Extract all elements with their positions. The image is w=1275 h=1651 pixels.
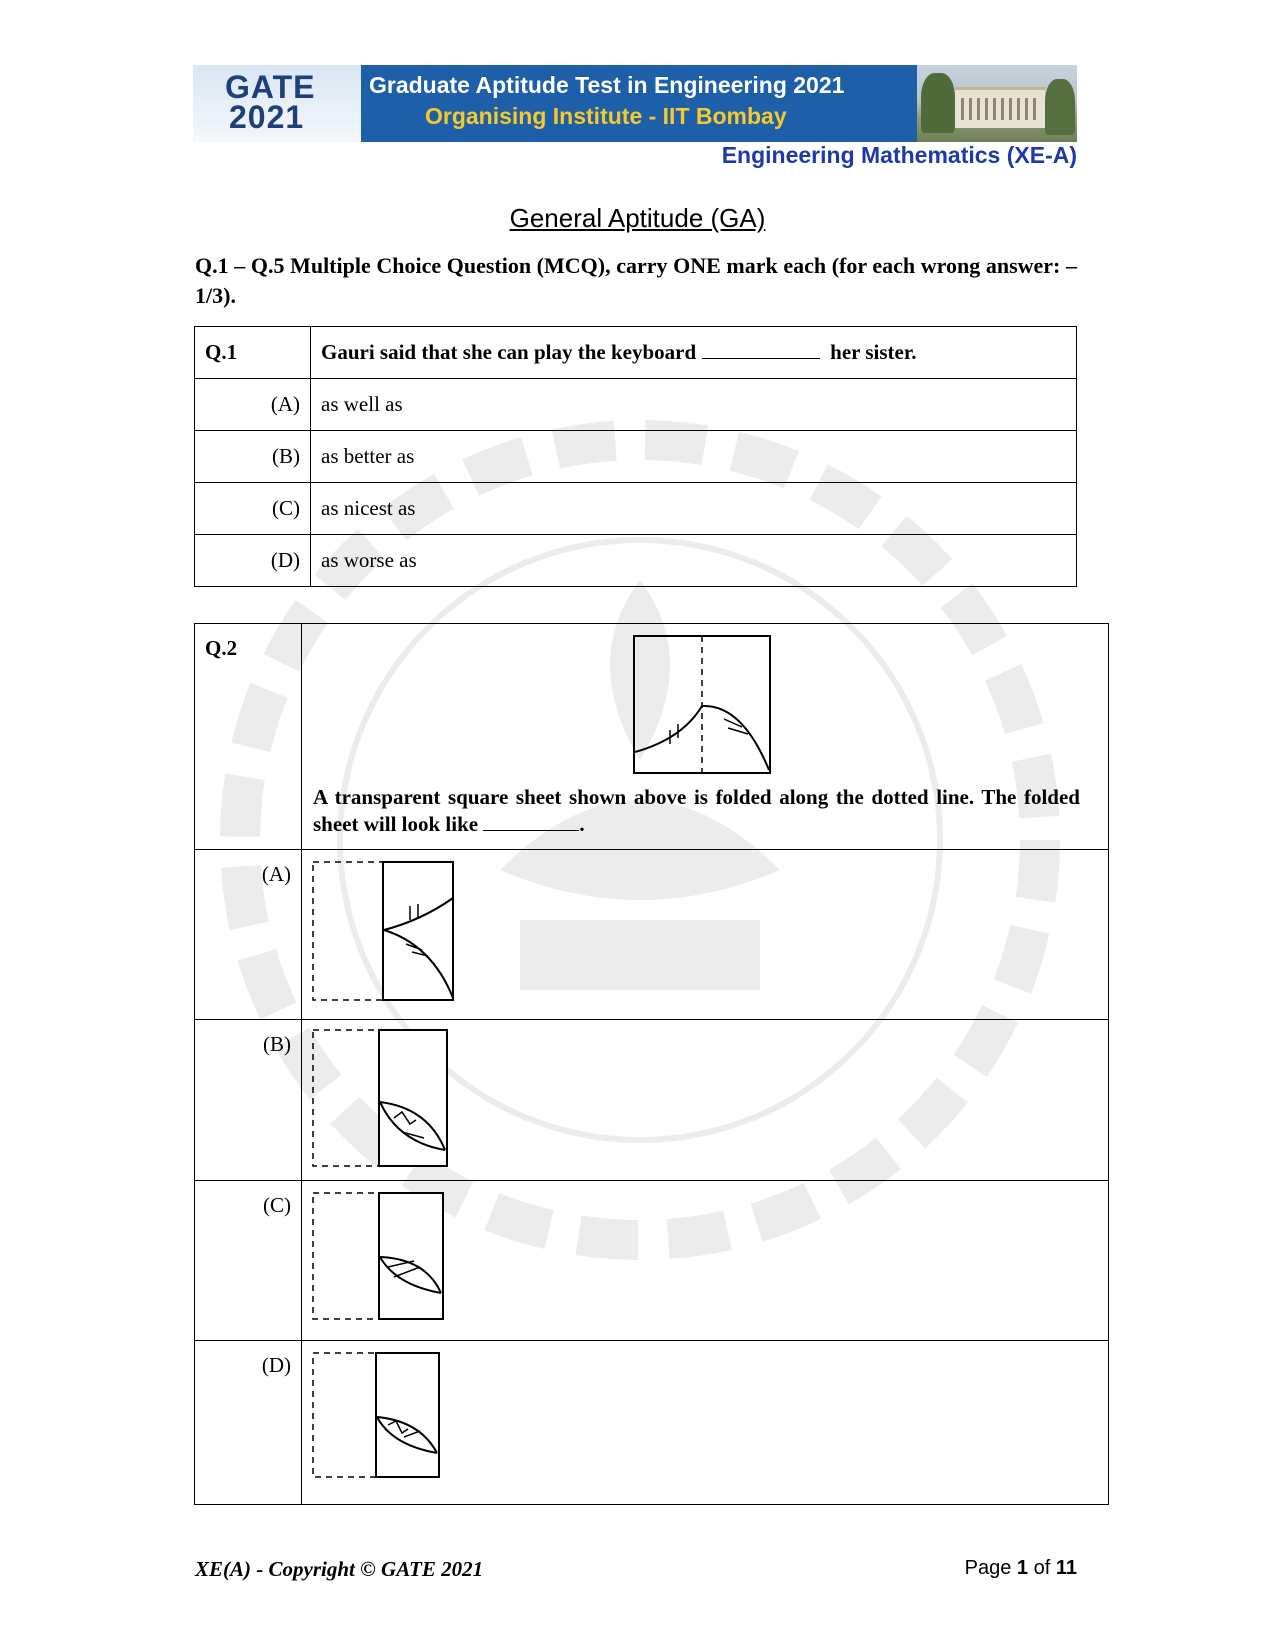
tree-shape [921, 73, 955, 133]
option-row [195, 850, 1109, 1020]
answer-blank [483, 812, 579, 831]
campus-photo [917, 65, 1077, 142]
building-shape [955, 87, 1045, 128]
option-text: as well as [311, 379, 1077, 431]
option-row [195, 1020, 1109, 1181]
banner-title: Graduate Aptitude Test in Engineering 2021 [369, 72, 845, 98]
square-sheet-figure [302, 624, 1102, 784]
option-label: (B) [195, 431, 311, 483]
question-number: Q.2 [195, 624, 302, 850]
paper-subject: Engineering Mathematics (XE-A) [721, 142, 1077, 168]
gate-logo [193, 65, 361, 142]
logo-gate-text: GATE [225, 69, 316, 105]
question-stem: Gauri said that she can play the keyboard her sister. [311, 327, 1077, 379]
question-2-table [194, 623, 1109, 1505]
option-figure-cell [302, 1020, 1109, 1181]
option-row [195, 1341, 1109, 1505]
answer-blank [702, 340, 820, 359]
option-b-figure [302, 1020, 502, 1168]
option-text: as better as [311, 431, 1077, 483]
option-label: (D) [195, 535, 311, 587]
option-text: as nicest as [311, 483, 1077, 535]
option-row [195, 431, 1077, 483]
option-label: (A) [195, 850, 302, 1020]
banner-subtitle: Organising Institute - IIT Bombay [425, 103, 787, 129]
option-text: as worse as [311, 535, 1077, 587]
option-figure-cell [302, 1341, 1109, 1505]
option-label: (D) [195, 1341, 302, 1505]
section-instructions: Q.1 – Q.5 Multiple Choice Question (MCQ), carry ONE mark each (for each wrong answer: – 1/3). [195, 253, 1077, 308]
option-label: (A) [195, 379, 311, 431]
option-row [195, 1181, 1109, 1341]
option-row [195, 379, 1077, 431]
option-label: (C) [195, 483, 311, 535]
option-figure-cell [302, 850, 1109, 1020]
question-row [195, 327, 1077, 379]
option-figure-cell [302, 1181, 1109, 1341]
question-stem-cell [302, 624, 1109, 850]
option-c-figure [302, 1181, 502, 1328]
option-a-figure [302, 850, 502, 1007]
question-number: Q.1 [195, 327, 311, 379]
option-label: (C) [195, 1181, 302, 1341]
banner-title-area [361, 65, 917, 142]
section-title: General Aptitude (GA) [509, 203, 766, 233]
footer-copyright: XE(A) - Copyright © GATE 2021 [195, 1557, 484, 1581]
option-row [195, 535, 1077, 587]
page-number: Page 1 of 11 [964, 1557, 1077, 1579]
logo-year-text: 2021 [229, 99, 305, 135]
tree-shape [1045, 79, 1075, 135]
option-d-figure [302, 1341, 502, 1492]
question-1-table [194, 326, 1077, 587]
question-row [195, 624, 1109, 850]
question-stem: A transparent square sheet shown above is folded along the dotted line. The folded sheet will look like . [313, 785, 1080, 836]
header-banner [193, 65, 1077, 142]
option-row [195, 483, 1077, 535]
option-label: (B) [195, 1020, 302, 1181]
